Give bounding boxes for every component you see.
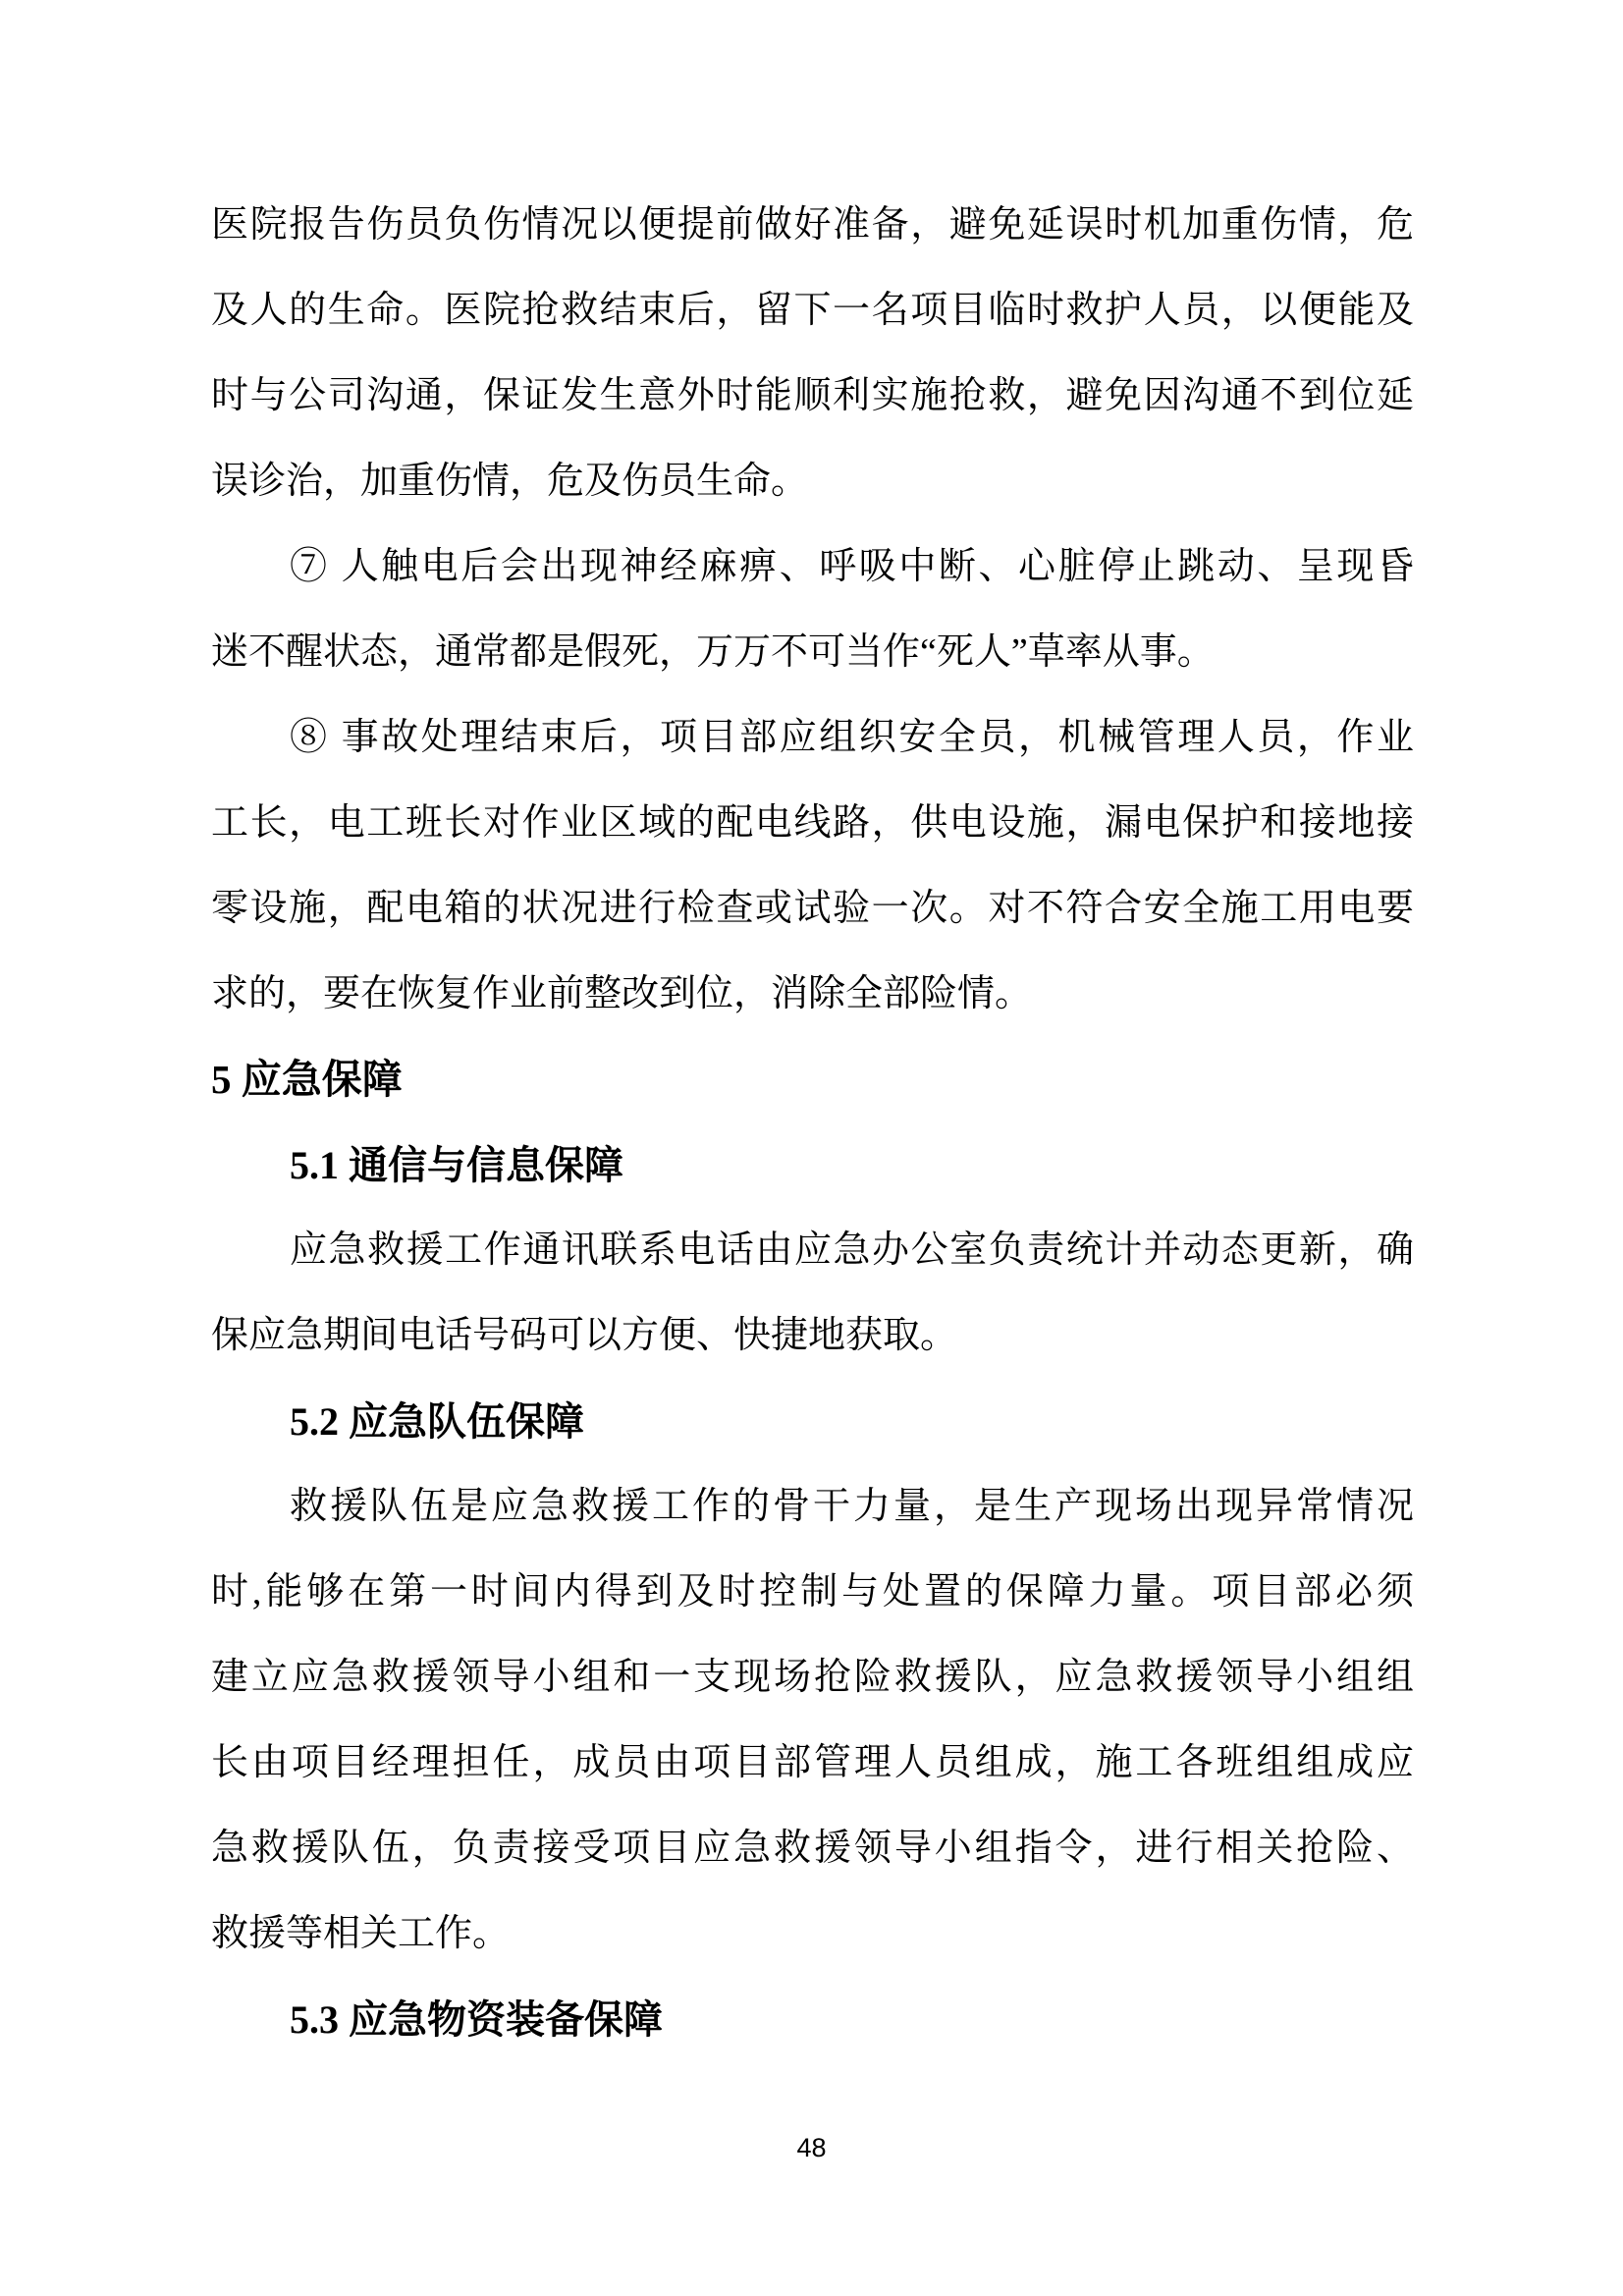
text-line: 时与公司沟通，保证发生意外时能顺利实施抢救，避免因沟通不到位延: [211, 375, 1414, 416]
section-heading-5: 5 应急保障: [211, 1057, 403, 1102]
subsection-heading-5-2: 5.2 应急队伍保障: [290, 1399, 584, 1444]
text-line: 时,能够在第一时间内得到及时控制与处置的保障力量。项目部必须: [211, 1571, 1414, 1613]
text-line: 保应急期间电话号码可以方便、快捷地获取。: [211, 1315, 958, 1356]
subsection-heading-5-1: 5.1 通信与信息保障: [290, 1143, 623, 1187]
text-line: 建立应急救援领导小组和一支现场抢险救援队，应急救援领导小组组: [211, 1657, 1414, 1698]
document-body: [211, 183, 1414, 2062]
text-line: 零设施，配电箱的状况进行检查或试验一次。对不符合安全施工用电要: [211, 888, 1414, 929]
text-line: 救援等相关工作。: [211, 1913, 511, 1954]
text-line: 长由项目经理担任，成员由项目部管理人员组成，施工各班组组成应: [211, 1742, 1414, 1783]
subsection-heading-5-3: 5.3 应急物资装备保障: [290, 1997, 663, 2042]
text-line: 求的，要在恢复作业前整改到位，消除全部险情。: [211, 973, 1033, 1014]
text-line: 急救援队伍，负责接受项目应急救援领导小组指令，进行相关抢险、: [211, 1828, 1414, 1869]
text-line: 救援队伍是应急救援工作的骨干力量，是生产现场出现异常情况: [290, 1486, 1414, 1527]
text-line: 应急救援工作通讯联系电话由应急办公室负责统计并动态更新，确: [290, 1230, 1414, 1271]
text-line: 误诊治，加重伤情，危及伤员生命。: [211, 461, 809, 502]
page-number: 48: [796, 2133, 827, 2162]
text-line-item-8: ⑧ 事故处理结束后，项目部应组织安全员，机械管理人员，作业: [290, 717, 1414, 758]
text-line: 及人的生命。医院抢救结束后，留下一名项目临时救护人员，以便能及: [211, 290, 1414, 331]
text-line: 工长，电工班长对作业区域的配电线路，供电设施，漏电保护和接地接: [211, 802, 1414, 844]
text-line-item-7: ⑦ 人触电后会出现神经麻痹、呼吸中断、心脏停止跳动、呈现昏: [290, 546, 1414, 587]
text-line: 迷不醒状态，通常都是假死，万万不可当作“死人”草率从事。: [211, 631, 1215, 673]
text-line: 医院报告伤员负伤情况以便提前做好准备，避免延误时机加重伤情，危: [211, 204, 1414, 246]
